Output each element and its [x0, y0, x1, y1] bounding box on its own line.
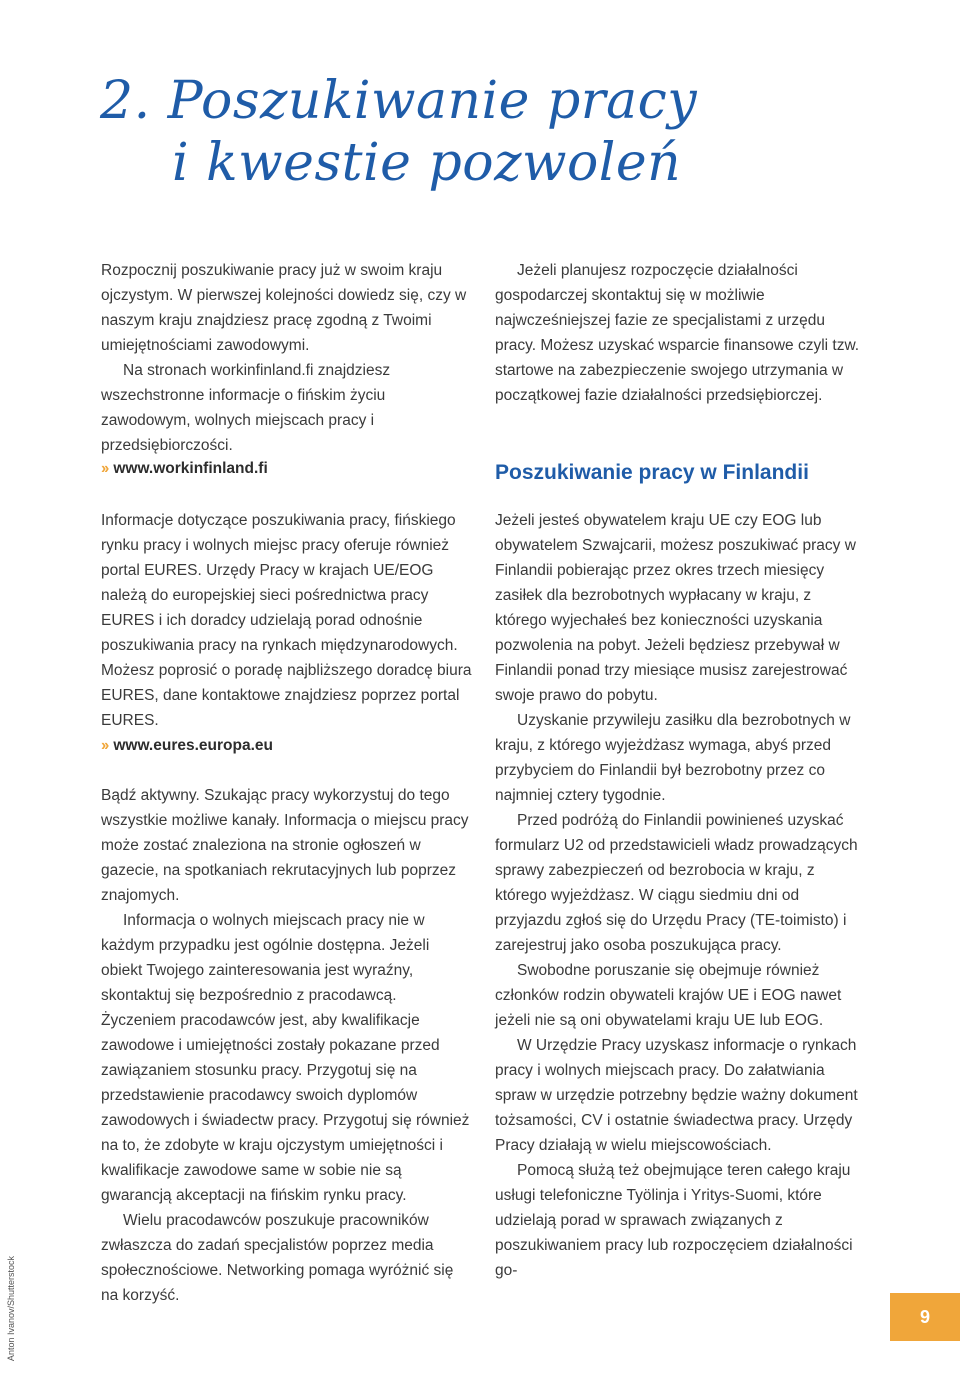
page-title	[100, 70, 697, 194]
page-number-badge	[890, 1293, 960, 1341]
chevron-right-icon: ››	[101, 737, 108, 754]
section-heading: Poszukiwanie pracy w Finlandii	[495, 461, 809, 484]
right-paragraph-1: Jeżeli jesteś obywatelem kraju UE czy EOG lub obywatelem Szwajcarii, możesz poszukiwać pracy w Finlandii pobierając przez okres trzech miesięcy zasiłek dla bezrobotnych wypłacany w kraju, z którego wyjechałeś bez konieczności uzyskania pozwolenia na pobyt. Jeżeli będziesz przebywał w Finlandii ponad trzy miesiące musisz zarejestrować swoje prawo do pobytu.	[495, 512, 856, 704]
eures-paragraph: Informacje dotyczące poszukiwania pracy, fińskiego rynku pracy i wolnych miejsc pracy oferuje również portal EURES. Urzędy Pracy w krajach UE/EOG należą do europejskiej sieci pośrednictwa pracy EURES i ich doradcy udzielają porad odnośnie poszukiwania pracy na rynkach międzynarodowych. Możesz poprosić o poradę najbliższego doradcę biura EURES, dane kontaktowe znajdziesz poprzez portal EURES.	[101, 512, 472, 729]
workinfinland-link[interactable]	[101, 456, 473, 481]
eures-link-text: www.eures.europa.eu	[113, 737, 273, 754]
intro-paragraph-1: Rozpocznij poszukiwanie pracy już w swoim kraju ojczystym. W pierwszej kolejności dowiedz się, czy w naszym kraju znajdziesz pracę zgodną z Twoimi umiejętnościami zawodowymi.	[101, 262, 467, 354]
eures-section	[101, 508, 473, 733]
intro-paragraph-2: Na stronach workinfinland.fi znajdziesz wszechstronne informacje o fińskim życiu zawodowym, wolnych miejscach pracy i przedsiębiorczości.	[101, 362, 391, 454]
right-paragraph-3: Przed podróżą do Finlandii powinieneś uzyskać formularz U2 od przedstawicieli władz prowadzących sprawy zabezpieczeń od bezrobocia w kraju, z którego wyjeżdżasz. W ciągu siedmiu dni od przyjazdu zgłoś się do Urzędu Pracy (TE-toimisto) i zarejestruj jako osoba poszukująca pracy.	[495, 812, 858, 954]
right-paragraph-5: W Urzędzie Pracy uzyskasz informacje o rynkach pracy i wolnych miejscach pracy. Do załatwiania spraw w urzędzie potrzebny będzie ważny dokument tożsamości, CV i ostatnie świadectwa pracy. Urzędy Pracy działają w wielu miejscowościach.	[495, 1037, 858, 1154]
right-column-body	[495, 508, 867, 1283]
right-paragraph-4: Swobodne poruszanie się obejmuje również członków rodzin obywateli krajów UE i EOG nawet jeżeli nie są oni obywatelami kraju UE lub EOG.	[495, 962, 842, 1029]
business-paragraph: Jeżeli planujesz rozpoczęcie działalności gospodarczej skontaktuj się w możliwie najwcześniejszej fazie ze specjalistami z urzędu pracy. Możesz uzyskać wsparcie finansowe czyli tzw. startowe na zabezpieczenie swojego utrzymania w początkowej fazie działalności przedsiębiorczej.	[495, 262, 860, 404]
page-title-line-2: i kwestie pozwoleń	[172, 133, 682, 193]
page-title-line-1: 2. Poszukiwanie pracy	[100, 71, 698, 131]
active-paragraph-1: Bądź aktywny. Szukając pracy wykorzystuj do tego wszystkie możliwe kanały. Informacja o miejscu pracy może zostać znaleziona na stronie ogłoszeń w gazecie, na spotkaniach rekrutacyjnych lub poprzez znajomych.	[101, 787, 469, 904]
active-section	[101, 783, 473, 1308]
active-paragraph-3: Wielu pracodawców poszukuje pracowników zwłaszcza do zadań specjalistów poprzez media społecznościowe. Networking pomaga wyróżnić się na korzyść.	[101, 1212, 454, 1304]
right-column-top	[495, 258, 867, 408]
photo-credit: Anton Ivanov/Shutterstock	[6, 1256, 16, 1362]
right-paragraph-6: Pomocą służą też obejmujące teren całego kraju usługi telefoniczne Työlinja i Yritys-Suomi, które udzielają porad w sprawach związanych z poszukiwaniem pracy lub rozpoczęciem działalności go-	[495, 1162, 853, 1279]
workinfinland-link-text: www.workinfinland.fi	[113, 460, 268, 477]
left-column	[101, 258, 473, 458]
right-paragraph-2: Uzyskanie przywileju zasiłku dla bezrobotnych w kraju, z którego wyjeżdżasz wymaga, abyś przed przybyciem do Finlandii był bezrobotny przez co najmniej cztery tygodnie.	[495, 712, 851, 804]
active-paragraph-2: Informacja o wolnych miejscach pracy nie w każdym przypadku jest ogólnie dostępna. Jeżeli obiekt Twojego zainteresowania jest wyraźny, skontaktuj się bezpośrednio z pracodawcą. Życzeniem pracodawców jest, aby kwalifikacje zawodowe i umiejętności zostały pokazane przed zawiązaniem stosunku pracy. Przygotuj się na przedstawienie pracodawcy swoich dyplomów zawodowych i świadectw pracy. Przygotuj się również na to, że zdobyte w kraju ojczystym umiejętności i kwalifikacje zawodowe same w sobie nie są gwarancją akceptacji na fińskim rynku pracy.	[101, 912, 470, 1204]
chevron-right-icon: ››	[101, 460, 108, 477]
eures-link[interactable]	[101, 733, 473, 758]
page-number: 9	[919, 1306, 930, 1327]
